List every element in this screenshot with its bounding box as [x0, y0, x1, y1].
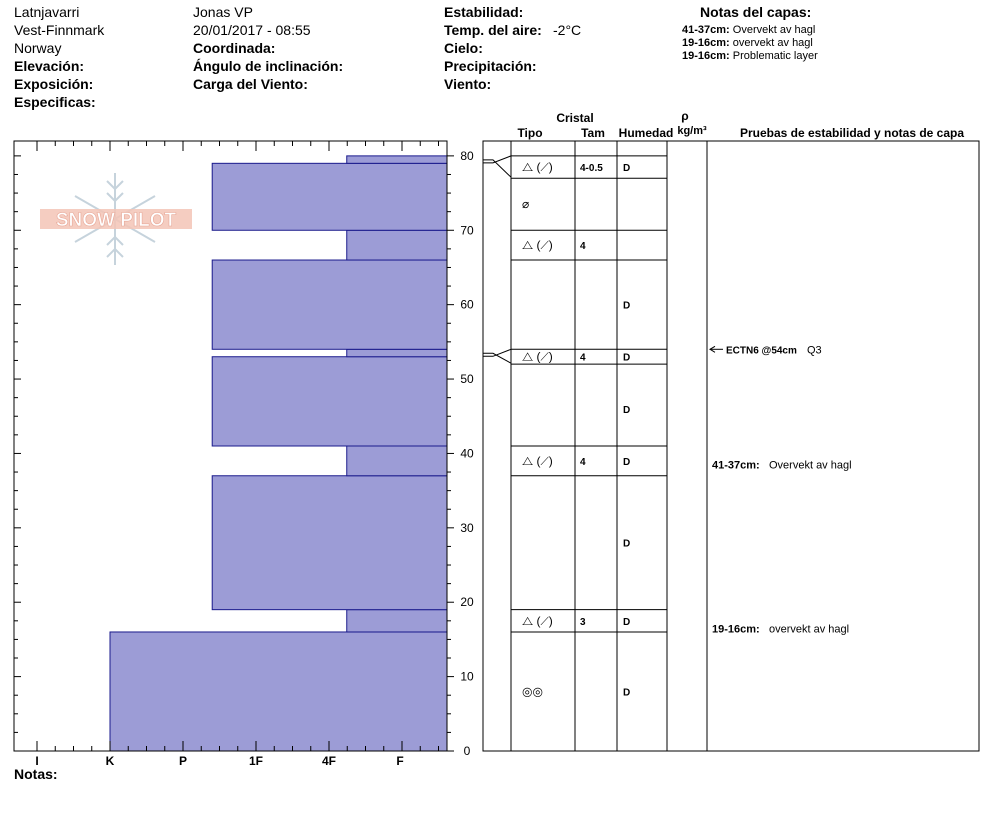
y-tick-label: 50	[460, 372, 474, 387]
hardness-bar-3	[347, 446, 447, 476]
hardness-bar-8	[212, 163, 447, 230]
layer-note-3-text: Problematic layer	[732, 50, 818, 62]
air-temp-label: Temp. del aire:	[444, 22, 542, 38]
crystal-size-0: 4-0.5	[580, 163, 603, 175]
sky-label: Cielo:	[444, 40, 483, 56]
header-tipo: Tipo	[517, 126, 543, 140]
layer-notes-title: Notas del capas:	[700, 4, 812, 20]
layer-note-2-depth: 19-16cm:	[682, 37, 730, 49]
crystal-size-8: 3	[580, 616, 586, 628]
moisture-3: D	[623, 300, 631, 312]
layer-note-3-depth: 19-16cm:	[682, 50, 730, 62]
stability-label: Estabilidad:	[444, 4, 524, 20]
wind-label: Viento:	[444, 76, 492, 92]
header-humedad: Humedad	[618, 126, 674, 140]
y-tick-label: 40	[460, 446, 474, 461]
layer-note-1-depth: 41-37cm:	[682, 24, 730, 36]
hardness-bar-4	[212, 357, 447, 446]
crystal-form-icon-6: ⧍ (⟋)	[522, 453, 553, 468]
notes-label: Notas:	[14, 766, 58, 782]
header-tam: Tam	[581, 126, 605, 140]
specifics-label: Especificas:	[14, 94, 96, 110]
coordinate-label: Coordinada:	[193, 40, 276, 56]
moisture-7: D	[623, 538, 631, 550]
crystal-form-icon-1: ⌀	[522, 197, 530, 212]
air-temp-value: -2°C	[553, 22, 582, 38]
header-tests: Pruebas de estabilidad y notas de capa	[739, 126, 965, 140]
header-rho: ρ	[681, 109, 689, 123]
exposure-label: Exposición:	[14, 76, 94, 92]
crystal-form-icon-4: ⧍ (⟋)	[522, 349, 553, 364]
y-tick-label: 60	[460, 297, 474, 312]
hardness-bar-5	[347, 349, 447, 356]
hardness-label: 4F	[321, 754, 337, 768]
precipitation-label: Precipitación:	[444, 58, 537, 74]
y-tick-label: 80	[460, 148, 474, 163]
crystal-size-4: 4	[580, 352, 586, 364]
y-tick-label: 0	[463, 744, 471, 758]
hardness-label: F	[396, 754, 404, 768]
location-name: Latnjavarri	[14, 4, 80, 20]
elevation-label: Elevación:	[14, 58, 85, 74]
hardness-bar-9	[347, 156, 447, 163]
hardness-bar-2	[212, 476, 447, 610]
chart-note-depth-0: 41-37cm:	[712, 459, 760, 472]
chart-note-text-1: overvekt av hagl	[769, 623, 850, 636]
hardness-bar-1	[347, 610, 447, 632]
slope-angle-label: Ángulo de inclinación:	[193, 58, 344, 74]
location-region: Vest-Finnmark	[14, 22, 105, 38]
chart-note-depth-1: 19-16cm:	[712, 623, 760, 636]
crystal-form-icon-8: ⧍ (⟋)	[522, 613, 553, 628]
layer-note-2-text: overvekt av hagl	[732, 37, 813, 49]
moisture-6: D	[623, 456, 631, 468]
hardness-bar-7	[347, 230, 447, 260]
crystal-form-icon-2: ⧍ (⟋)	[522, 238, 553, 253]
observation-datetime: 20/01/2017 - 08:55	[193, 22, 311, 38]
y-tick-label: 10	[460, 669, 474, 684]
hardness-label: P	[178, 754, 188, 768]
y-tick-label: 70	[460, 223, 474, 238]
crystal-form-icon-0: ⧍ (⟋)	[522, 160, 553, 175]
stability-test-label-0: ECTN6 @54cm	[726, 345, 797, 357]
hardness-label: K	[105, 754, 115, 768]
hardness-bar-0	[110, 632, 447, 751]
header-density-unit: kg/m³	[677, 125, 707, 137]
hardness-label: 1F	[248, 754, 264, 768]
observer-name: Jonas VP	[193, 4, 253, 20]
crystal-size-2: 4	[580, 241, 586, 253]
location-country: Norway	[14, 40, 62, 56]
crystal-form-icon-9: ◎◎	[522, 684, 543, 699]
moisture-4: D	[623, 352, 631, 364]
stability-test-extra-0: Q3	[807, 344, 822, 357]
wind-load-label: Carga del Viento:	[193, 76, 308, 92]
header-cristal: Cristal	[556, 111, 594, 125]
chart-note-text-0: Overvekt av hagl	[769, 459, 852, 472]
hardness-label: I	[35, 754, 39, 768]
moisture-0: D	[623, 163, 631, 175]
moisture-9: D	[623, 687, 631, 699]
crystal-size-6: 4	[580, 456, 586, 468]
layer-note-1-text: Overvekt av hagl	[732, 24, 816, 36]
y-tick-label: 20	[460, 595, 474, 610]
y-tick-label: 30	[460, 520, 474, 535]
moisture-5: D	[623, 404, 631, 416]
moisture-8: D	[623, 616, 631, 628]
hardness-bar-6	[212, 260, 447, 349]
logo-text: SNOW PILOT	[55, 210, 177, 231]
